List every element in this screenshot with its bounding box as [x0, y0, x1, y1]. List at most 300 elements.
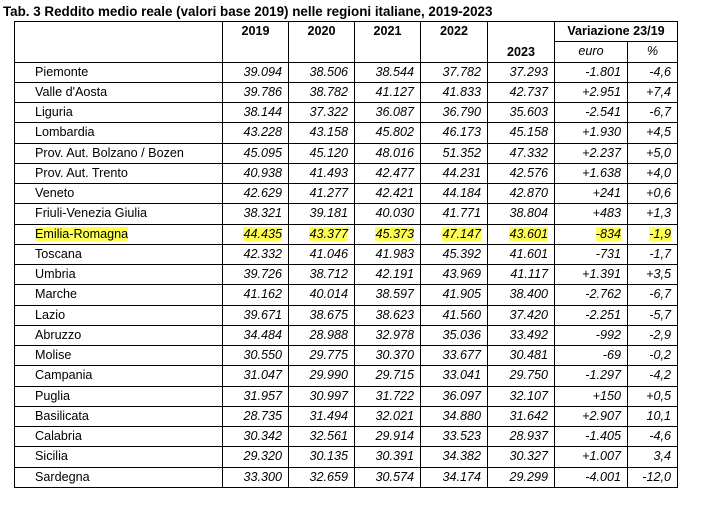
value-2023-text: 42.870 — [509, 186, 548, 201]
variation-pct-text: -6,7 — [649, 287, 671, 302]
value-2021 — [355, 386, 421, 406]
variation-euro — [555, 123, 628, 143]
table-row — [15, 467, 678, 487]
value-2021 — [355, 143, 421, 163]
value-2019 — [223, 366, 289, 386]
value-2022 — [421, 62, 488, 82]
variation-pct-text: -4,6 — [649, 64, 671, 79]
value-2019 — [223, 82, 289, 102]
table-row — [15, 103, 678, 123]
value-2023 — [488, 346, 555, 366]
table-row — [15, 406, 678, 426]
region-label: Emilia-Romagna — [35, 226, 129, 241]
value-2020 — [289, 346, 355, 366]
value-2022-text: 47.147 — [442, 226, 481, 241]
value-2021-text: 42.477 — [375, 165, 414, 180]
value-2022-text: 35.036 — [442, 327, 481, 342]
value-2021-text: 38.597 — [375, 287, 414, 302]
region-label: Marche — [35, 287, 77, 302]
value-2022 — [421, 386, 488, 406]
region-name — [15, 123, 223, 143]
value-2022-text: 33.041 — [442, 368, 481, 383]
value-2022-text: 43.969 — [442, 267, 481, 282]
value-2022-text: 41.833 — [442, 84, 481, 99]
value-2019-text: 39.726 — [243, 267, 282, 282]
value-2021 — [355, 163, 421, 183]
variation-pct-text: +4,5 — [646, 125, 671, 140]
value-2021-text: 32.021 — [375, 408, 414, 423]
variation-pct-text: -1,7 — [649, 246, 671, 261]
variation-euro-text: +2.237 — [582, 145, 621, 160]
region-name — [15, 62, 223, 82]
value-2021-text: 30.574 — [375, 469, 414, 484]
value-2021-text: 32.978 — [375, 327, 414, 342]
region-name — [15, 467, 223, 487]
table-row — [15, 184, 678, 204]
region-name — [15, 224, 223, 244]
variation-euro-text: +2.907 — [582, 408, 621, 423]
value-2021-text: 29.914 — [375, 429, 414, 444]
variation-euro — [555, 62, 628, 82]
region-label: Umbria — [35, 267, 76, 282]
value-2020-text: 31.494 — [309, 408, 348, 423]
value-2021-text: 36.087 — [375, 105, 414, 120]
region-name — [15, 265, 223, 285]
region-label: Campania — [35, 368, 93, 383]
variation-euro-text: -834 — [595, 226, 621, 241]
variation-pct-text: -6,7 — [649, 105, 671, 120]
region-name — [15, 366, 223, 386]
region-label: Veneto — [35, 186, 75, 201]
variation-pct — [628, 265, 678, 285]
value-2019 — [223, 285, 289, 305]
header-pct: % — [628, 42, 678, 62]
value-2023 — [488, 224, 555, 244]
variation-pct — [628, 163, 678, 183]
value-2022 — [421, 82, 488, 102]
value-2023-text: 30.327 — [509, 449, 548, 464]
value-2021 — [355, 123, 421, 143]
value-2022 — [421, 325, 488, 345]
table-row — [15, 62, 678, 82]
value-2023-text: 37.293 — [509, 64, 548, 79]
variation-euro — [555, 346, 628, 366]
value-2021 — [355, 285, 421, 305]
value-2023-text: 38.804 — [509, 206, 548, 221]
value-2023-text: 37.420 — [509, 307, 548, 322]
variation-pct-text: 3,4 — [653, 449, 671, 464]
value-2023 — [488, 82, 555, 102]
variation-euro — [555, 386, 628, 406]
value-2022 — [421, 427, 488, 447]
value-2021-text: 45.802 — [375, 125, 414, 140]
value-2020 — [289, 244, 355, 264]
value-2021 — [355, 82, 421, 102]
value-2020 — [289, 184, 355, 204]
variation-pct-text: -2,9 — [649, 327, 671, 342]
value-2021 — [355, 224, 421, 244]
value-2019-text: 39.671 — [243, 307, 282, 322]
value-2021-text: 41.983 — [375, 246, 414, 261]
value-2022-text: 33.523 — [442, 429, 481, 444]
value-2021 — [355, 346, 421, 366]
value-2020 — [289, 62, 355, 82]
value-2023 — [488, 163, 555, 183]
variation-pct — [628, 447, 678, 467]
value-2022-text: 45.392 — [442, 246, 481, 261]
value-2022 — [421, 285, 488, 305]
value-2023 — [488, 325, 555, 345]
value-2021-text: 38.544 — [375, 64, 414, 79]
value-2023 — [488, 103, 555, 123]
value-2023 — [488, 366, 555, 386]
table-row — [15, 366, 678, 386]
value-2022 — [421, 123, 488, 143]
table-row — [15, 305, 678, 325]
value-2022-text: 41.905 — [442, 287, 481, 302]
region-label: Lazio — [35, 307, 66, 322]
value-2021 — [355, 265, 421, 285]
variation-pct — [628, 224, 678, 244]
variation-euro-text: -4.001 — [585, 469, 621, 484]
value-2019-text: 33.300 — [243, 469, 282, 484]
value-2021-text: 29.715 — [375, 368, 414, 383]
variation-pct — [628, 285, 678, 305]
variation-euro — [555, 366, 628, 386]
value-2022 — [421, 103, 488, 123]
value-2020-text: 38.675 — [309, 307, 348, 322]
header-row-1 — [15, 22, 678, 42]
table-row — [15, 325, 678, 345]
region-name — [15, 285, 223, 305]
region-label: Valle d'Aosta — [35, 84, 108, 99]
region-label: Basilicata — [35, 408, 89, 423]
variation-euro — [555, 305, 628, 325]
value-2019-text: 31.047 — [243, 368, 282, 383]
variation-pct-text: +5,0 — [646, 145, 671, 160]
variation-pct-text: +0,5 — [646, 388, 671, 403]
variation-euro-text: -731 — [595, 246, 621, 261]
variation-euro — [555, 82, 628, 102]
value-2021 — [355, 325, 421, 345]
region-name — [15, 406, 223, 426]
value-2023 — [488, 123, 555, 143]
value-2023 — [488, 244, 555, 264]
value-2021-text: 30.370 — [375, 348, 414, 363]
value-2023 — [488, 184, 555, 204]
variation-pct — [628, 366, 678, 386]
variation-pct — [628, 143, 678, 163]
value-2021-text: 48.016 — [375, 145, 414, 160]
value-2019-text: 45.095 — [243, 145, 282, 160]
variation-euro-text: -1.405 — [585, 429, 621, 444]
value-2020-text: 40.014 — [309, 287, 348, 302]
value-2022 — [421, 224, 488, 244]
variation-pct-text: -4,2 — [649, 368, 671, 383]
value-2023-text: 43.601 — [509, 226, 548, 241]
variation-euro — [555, 163, 628, 183]
value-2022-text: 33.677 — [442, 348, 481, 363]
value-2019 — [223, 204, 289, 224]
header-year-2022: 2022 — [421, 22, 488, 63]
value-2023-text: 33.492 — [509, 327, 548, 342]
variation-euro-text: -1.801 — [585, 64, 621, 79]
value-2020-text: 41.277 — [309, 186, 348, 201]
value-2022-text: 34.382 — [442, 449, 481, 464]
region-name — [15, 103, 223, 123]
value-2023-text: 31.642 — [509, 408, 548, 423]
value-2019-text: 38.144 — [243, 105, 282, 120]
value-2022-text: 36.790 — [442, 105, 481, 120]
value-2019-text: 39.786 — [243, 84, 282, 99]
value-2023-text: 42.576 — [509, 165, 548, 180]
value-2020-text: 45.120 — [309, 145, 348, 160]
value-2020-text: 29.990 — [309, 368, 348, 383]
value-2023-text: 41.117 — [510, 267, 548, 282]
variation-euro-text: +483 — [592, 206, 621, 221]
variation-pct — [628, 305, 678, 325]
value-2021 — [355, 204, 421, 224]
value-2019 — [223, 386, 289, 406]
region-label: Calabria — [35, 429, 82, 444]
region-name — [15, 244, 223, 264]
value-2020 — [289, 406, 355, 426]
value-2019 — [223, 325, 289, 345]
value-2021-text: 42.421 — [375, 186, 414, 201]
variation-euro — [555, 143, 628, 163]
value-2022 — [421, 447, 488, 467]
value-2019-text: 29.320 — [243, 449, 282, 464]
value-2023-text: 42.737 — [509, 84, 548, 99]
value-2019-text: 30.550 — [243, 348, 282, 363]
variation-pct — [628, 386, 678, 406]
value-2019 — [223, 224, 289, 244]
variation-euro-text: +150 — [592, 388, 621, 403]
value-2021-text: 31.722 — [375, 388, 414, 403]
variation-pct — [628, 103, 678, 123]
variation-euro — [555, 265, 628, 285]
table-row — [15, 204, 678, 224]
value-2020-text: 38.782 — [309, 84, 348, 99]
variation-euro — [555, 467, 628, 487]
value-2020 — [289, 386, 355, 406]
region-name — [15, 82, 223, 102]
variation-pct-text: 10,1 — [646, 408, 671, 423]
table-body — [15, 62, 678, 487]
value-2020 — [289, 467, 355, 487]
value-2019-text: 44.435 — [243, 226, 282, 241]
value-2023-text: 38.400 — [509, 287, 548, 302]
value-2023 — [488, 427, 555, 447]
value-2022-text: 44.231 — [442, 165, 481, 180]
value-2020 — [289, 103, 355, 123]
value-2020 — [289, 285, 355, 305]
value-2019-text: 41.162 — [243, 287, 282, 302]
region-label: Lombardia — [35, 125, 95, 140]
variation-euro-text: +1.638 — [582, 165, 621, 180]
value-2022 — [421, 204, 488, 224]
variation-pct-text: -12,0 — [642, 469, 671, 484]
region-label: Puglia — [35, 388, 71, 403]
value-2020-text: 38.506 — [309, 64, 348, 79]
variation-euro — [555, 447, 628, 467]
region-label: Toscana — [35, 246, 82, 261]
table-row — [15, 244, 678, 264]
value-2019-text: 38.321 — [243, 206, 282, 221]
value-2019 — [223, 163, 289, 183]
region-label: Liguria — [35, 105, 73, 120]
table-row — [15, 386, 678, 406]
variation-pct — [628, 244, 678, 264]
value-2023-text: 47.332 — [509, 145, 548, 160]
value-2022-text: 37.782 — [442, 64, 481, 79]
variation-euro — [555, 406, 628, 426]
value-2020 — [289, 366, 355, 386]
value-2020 — [289, 305, 355, 325]
variation-euro-text: +1.930 — [582, 125, 621, 140]
value-2020-text: 41.046 — [309, 246, 348, 261]
variation-pct-text: -4,6 — [649, 429, 671, 444]
header-euro: euro — [555, 42, 628, 62]
variation-euro-text: -69 — [602, 348, 621, 363]
table-row — [15, 447, 678, 467]
value-2019 — [223, 346, 289, 366]
value-2023 — [488, 204, 555, 224]
value-2019 — [223, 427, 289, 447]
value-2023-text: 28.937 — [509, 429, 548, 444]
region-name — [15, 184, 223, 204]
variation-euro — [555, 325, 628, 345]
value-2020-text: 43.377 — [309, 226, 348, 241]
value-2020-text: 41.493 — [309, 165, 348, 180]
value-2023 — [488, 62, 555, 82]
value-2020 — [289, 224, 355, 244]
value-2019 — [223, 103, 289, 123]
region-name — [15, 325, 223, 345]
value-2019 — [223, 143, 289, 163]
value-2022 — [421, 143, 488, 163]
value-2020-text: 32.659 — [309, 469, 348, 484]
value-2019-text: 34.484 — [243, 327, 282, 342]
value-2023 — [488, 386, 555, 406]
value-2021 — [355, 305, 421, 325]
value-2022-text: 34.174 — [442, 469, 481, 484]
variation-euro — [555, 244, 628, 264]
value-2020-text: 28.988 — [309, 327, 348, 342]
value-2019 — [223, 184, 289, 204]
variation-euro — [555, 285, 628, 305]
income-table — [14, 21, 678, 488]
value-2023 — [488, 447, 555, 467]
variation-pct-text: +4,0 — [646, 165, 671, 180]
value-2020-text: 39.181 — [309, 206, 348, 221]
variation-pct-text: -0,2 — [649, 348, 671, 363]
value-2023 — [488, 285, 555, 305]
variation-euro-text: -992 — [595, 327, 621, 342]
value-2020 — [289, 82, 355, 102]
value-2022 — [421, 244, 488, 264]
value-2019 — [223, 406, 289, 426]
value-2023-text: 32.107 — [509, 388, 548, 403]
value-2021-text: 41.127 — [375, 84, 414, 99]
value-2023 — [488, 143, 555, 163]
value-2019 — [223, 305, 289, 325]
table-row — [15, 163, 678, 183]
value-2021-text: 40.030 — [375, 206, 414, 221]
value-2022-text: 44.184 — [442, 186, 481, 201]
variation-pct-text: +0,6 — [646, 186, 671, 201]
value-2019-text: 42.332 — [243, 246, 282, 261]
value-2022 — [421, 467, 488, 487]
variation-pct — [628, 184, 678, 204]
value-2020 — [289, 143, 355, 163]
value-2023-text: 45.158 — [509, 125, 548, 140]
table-row — [15, 346, 678, 366]
value-2022-text: 46.173 — [442, 125, 481, 140]
value-2020-text: 30.997 — [309, 388, 348, 403]
table-row — [15, 123, 678, 143]
region-label: Sardegna — [35, 469, 90, 484]
variation-euro-text: -2.251 — [585, 307, 621, 322]
value-2020-text: 38.712 — [309, 267, 348, 282]
value-2019-text: 31.957 — [243, 388, 282, 403]
region-name — [15, 204, 223, 224]
variation-pct — [628, 467, 678, 487]
value-2020-text: 32.561 — [309, 429, 348, 444]
variation-euro-text: +1.007 — [582, 449, 621, 464]
value-2020-text: 43.158 — [309, 125, 348, 140]
header-year-2021: 2021 — [355, 22, 421, 63]
variation-pct-text: +3,5 — [646, 267, 671, 282]
value-2021 — [355, 62, 421, 82]
value-2022-text: 36.097 — [442, 388, 481, 403]
value-2023-text: 30.481 — [509, 348, 548, 363]
value-2020-text: 37.322 — [309, 105, 348, 120]
header-year-2019: 2019 — [223, 22, 289, 63]
value-2019-text: 39.094 — [243, 64, 282, 79]
variation-pct-text: -1,9 — [649, 226, 671, 241]
value-2020 — [289, 265, 355, 285]
value-2023 — [488, 265, 555, 285]
variation-euro — [555, 204, 628, 224]
value-2019-text: 40.938 — [243, 165, 282, 180]
value-2019-text: 30.342 — [243, 429, 282, 444]
region-label: Friuli-Venezia Giulia — [35, 206, 147, 221]
value-2022-text: 41.560 — [442, 307, 481, 322]
value-2021 — [355, 447, 421, 467]
region-name — [15, 447, 223, 467]
value-2020-text: 29.775 — [309, 348, 348, 363]
table-row — [15, 427, 678, 447]
variation-pct — [628, 82, 678, 102]
variation-euro — [555, 224, 628, 244]
value-2022 — [421, 265, 488, 285]
header-year-2023: 2023 — [488, 22, 555, 63]
value-2021-text: 30.391 — [375, 449, 414, 464]
value-2022 — [421, 184, 488, 204]
table-row — [15, 285, 678, 305]
value-2022-text: 34.880 — [442, 408, 481, 423]
table-row — [15, 265, 678, 285]
value-2023 — [488, 467, 555, 487]
variation-pct — [628, 346, 678, 366]
value-2020-text: 30.135 — [309, 449, 348, 464]
region-name — [15, 143, 223, 163]
value-2021-text: 45.373 — [375, 226, 414, 241]
variation-pct — [628, 62, 678, 82]
variation-euro-text: -1.297 — [585, 368, 621, 383]
value-2019-text: 43.228 — [243, 125, 282, 140]
